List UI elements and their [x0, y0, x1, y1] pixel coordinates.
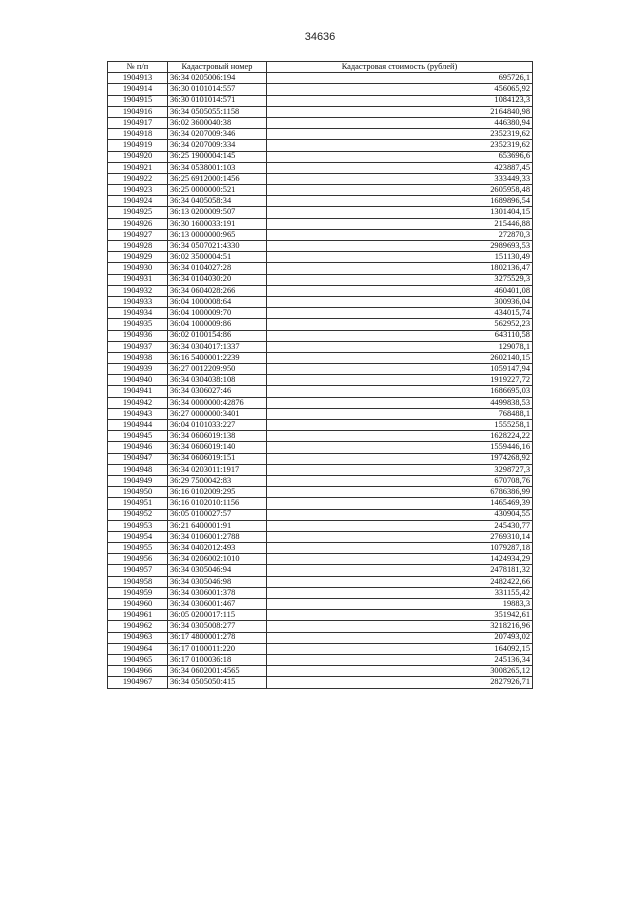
cadastral-number-cell: 36:34 0207009:346	[168, 129, 267, 140]
cadastral-number-cell: 36:34 0205006:194	[168, 73, 267, 84]
cadastral-value-cell: 272870,3	[267, 229, 533, 240]
cadastral-number-cell: 36:34 0606019:151	[168, 453, 267, 464]
cadastral-number-cell: 36:13 0000000:965	[168, 229, 267, 240]
row-number-cell: 1904963	[108, 632, 168, 643]
cadastral-number-cell: 36:34 0606019:138	[168, 431, 267, 442]
cadastral-number-cell: 36:34 0402012:493	[168, 543, 267, 554]
cadastral-value-cell: 1301404,15	[267, 207, 533, 218]
cadastral-number-cell: 36:05 0100027:57	[168, 509, 267, 520]
row-number-cell: 1904913	[108, 73, 168, 84]
cadastral-number-cell: 36:27 0012209:950	[168, 364, 267, 375]
cadastral-number-cell: 36:34 0304017:1337	[168, 341, 267, 352]
cadastral-number-cell: 36:04 1000008:64	[168, 296, 267, 307]
table-row	[108, 319, 533, 330]
cadastral-number-cell: 36:25 1900004:145	[168, 151, 267, 162]
cadastral-number-cell: 36:21 6400001:91	[168, 520, 267, 531]
cadastral-number-cell: 36:34 0306001:467	[168, 599, 267, 610]
cadastral-value-cell: 1559446,16	[267, 442, 533, 453]
table-row	[108, 151, 533, 162]
table-row	[108, 431, 533, 442]
row-number-cell: 1904945	[108, 431, 168, 442]
row-number-cell: 1904967	[108, 677, 168, 688]
table-row	[108, 364, 533, 375]
row-number-cell: 1904914	[108, 84, 168, 95]
cadastral-number-cell: 36:17 0100036:18	[168, 654, 267, 665]
row-number-cell: 1904932	[108, 285, 168, 296]
row-number-cell: 1904952	[108, 509, 168, 520]
cadastral-value-cell: 695726,1	[267, 73, 533, 84]
cadastral-value-cell: 19883,3	[267, 599, 533, 610]
table-row	[108, 330, 533, 341]
cadastral-value-cell: 6786386,99	[267, 487, 533, 498]
row-number-cell: 1904929	[108, 252, 168, 263]
table-row	[108, 341, 533, 352]
cadastral-value-cell: 2478181,32	[267, 565, 533, 576]
row-number-cell: 1904966	[108, 666, 168, 677]
cadastral-number-cell: 36:34 0305046:94	[168, 565, 267, 576]
row-number-cell: 1904931	[108, 274, 168, 285]
table-row	[108, 352, 533, 363]
table-row	[108, 173, 533, 184]
cadastral-value-cell: 1686695,03	[267, 386, 533, 397]
row-number-cell: 1904926	[108, 218, 168, 229]
table-row	[108, 397, 533, 408]
row-number-cell: 1904930	[108, 263, 168, 274]
table-row	[108, 420, 533, 431]
table-row	[108, 599, 533, 610]
cadastral-value-cell: 331155,42	[267, 587, 533, 598]
cadastral-number-cell: 36:25 0000000:521	[168, 185, 267, 196]
cadastral-value-cell: 333449,33	[267, 173, 533, 184]
cadastral-number-cell: 36:17 4800001:278	[168, 632, 267, 643]
cadastral-number-cell: 36:16 0102010:1156	[168, 498, 267, 509]
cadastral-number-cell: 36:34 0106001:2788	[168, 531, 267, 542]
cadastral-value-cell: 151130,49	[267, 252, 533, 263]
table-row	[108, 621, 533, 632]
row-number-cell: 1904928	[108, 241, 168, 252]
table-row	[108, 565, 533, 576]
cadastral-number-cell: 36:34 0000000:42876	[168, 397, 267, 408]
row-number-cell: 1904918	[108, 129, 168, 140]
table-row	[108, 487, 533, 498]
table-row	[108, 106, 533, 117]
cadastral-value-cell: 3275529,3	[267, 274, 533, 285]
cadastral-value-cell: 1555258,1	[267, 420, 533, 431]
cadastral-value-cell: 215446,88	[267, 218, 533, 229]
table-row	[108, 129, 533, 140]
table-row	[108, 475, 533, 486]
cadastral-value-cell: 3218216,96	[267, 621, 533, 632]
row-number-cell: 1904948	[108, 464, 168, 475]
row-number-cell: 1904955	[108, 543, 168, 554]
cadastral-value-cell: 653696,6	[267, 151, 533, 162]
table-row	[108, 442, 533, 453]
table-row	[108, 296, 533, 307]
table-row	[108, 196, 533, 207]
cadastral-number-cell: 36:34 0538001:103	[168, 162, 267, 173]
cadastral-number-cell: 36:30 1600033:191	[168, 218, 267, 229]
row-number-cell: 1904965	[108, 654, 168, 665]
cadastral-value-cell: 1465469,39	[267, 498, 533, 509]
cadastral-value-cell: 1689896,54	[267, 196, 533, 207]
cadastral-value-cell: 434015,74	[267, 308, 533, 319]
table-row	[108, 498, 533, 509]
cadastral-value-cell: 1079287,18	[267, 543, 533, 554]
cadastral-number-cell: 36:02 0100154:86	[168, 330, 267, 341]
cadastral-number-cell: 36:27 0000000:3401	[168, 408, 267, 419]
row-number-cell: 1904953	[108, 520, 168, 531]
cadastral-number-cell: 36:34 0505055:1158	[168, 106, 267, 117]
table-row	[108, 241, 533, 252]
table-row	[108, 643, 533, 654]
cadastral-value-cell: 456065,92	[267, 84, 533, 95]
row-number-cell: 1904939	[108, 364, 168, 375]
table-row	[108, 140, 533, 151]
row-number-cell: 1904957	[108, 565, 168, 576]
cadastral-number-cell: 36:34 0206002:1010	[168, 554, 267, 565]
table-row	[108, 453, 533, 464]
table-row	[108, 263, 533, 274]
cadastral-value-cell: 207493,02	[267, 632, 533, 643]
row-number-cell: 1904917	[108, 117, 168, 128]
table-row	[108, 632, 533, 643]
table-row	[108, 229, 533, 240]
row-number-cell: 1904961	[108, 610, 168, 621]
header-cadastral-value: Кадастровая стоимость (рублей)	[267, 62, 533, 73]
cadastral-value-cell: 129078,1	[267, 341, 533, 352]
cadastral-number-cell: 36:34 0306027:46	[168, 386, 267, 397]
row-number-cell: 1904920	[108, 151, 168, 162]
table-row	[108, 285, 533, 296]
row-number-cell: 1904934	[108, 308, 168, 319]
cadastral-value-cell: 351942,61	[267, 610, 533, 621]
cadastral-number-cell: 36:02 3600040:38	[168, 117, 267, 128]
cadastral-number-cell: 36:30 0101014:571	[168, 95, 267, 106]
cadastral-value-cell: 2164840,98	[267, 106, 533, 117]
cadastral-number-cell: 36:30 0101014:557	[168, 84, 267, 95]
row-number-cell: 1904935	[108, 319, 168, 330]
table-row	[108, 308, 533, 319]
row-number-cell: 1904941	[108, 386, 168, 397]
cadastral-number-cell: 36:34 0606019:140	[168, 442, 267, 453]
row-number-cell: 1904947	[108, 453, 168, 464]
table-row	[108, 408, 533, 419]
cadastral-value-cell: 430904,55	[267, 509, 533, 520]
cadastral-number-cell: 36:16 5400001:2239	[168, 352, 267, 363]
table-row	[108, 531, 533, 542]
table-row	[108, 386, 533, 397]
table-row	[108, 207, 533, 218]
cadastral-value-cell: 4499838,53	[267, 397, 533, 408]
header-row-number: № п/п	[108, 62, 168, 73]
cadastral-value-cell: 643110,58	[267, 330, 533, 341]
cadastral-value-cell: 2989693,53	[267, 241, 533, 252]
row-number-cell: 1904950	[108, 487, 168, 498]
header-cadastral-number: Кадастровый номер	[168, 62, 267, 73]
table-row	[108, 543, 533, 554]
row-number-cell: 1904954	[108, 531, 168, 542]
row-number-cell: 1904919	[108, 140, 168, 151]
cadastral-value-cell: 768488,1	[267, 408, 533, 419]
cadastral-number-cell: 36:34 0604028:266	[168, 285, 267, 296]
cadastral-number-cell: 36:05 0200017:115	[168, 610, 267, 621]
cadastral-number-cell: 36:34 0304038:108	[168, 375, 267, 386]
cadastral-value-table	[107, 61, 533, 689]
table-row	[108, 84, 533, 95]
cadastral-number-cell: 36:34 0602001:4565	[168, 666, 267, 677]
table-row	[108, 654, 533, 665]
table-row	[108, 587, 533, 598]
row-number-cell: 1904960	[108, 599, 168, 610]
row-number-cell: 1904959	[108, 587, 168, 598]
cadastral-value-cell: 1802136,47	[267, 263, 533, 274]
table-row	[108, 218, 533, 229]
cadastral-number-cell: 36:04 1000009:70	[168, 308, 267, 319]
row-number-cell: 1904951	[108, 498, 168, 509]
cadastral-value-cell: 2827926,71	[267, 677, 533, 688]
row-number-cell: 1904927	[108, 229, 168, 240]
row-number-cell: 1904944	[108, 420, 168, 431]
cadastral-value-cell: 1974268,92	[267, 453, 533, 464]
row-number-cell: 1904938	[108, 352, 168, 363]
cadastral-number-cell: 36:04 0101033:227	[168, 420, 267, 431]
table-row	[108, 666, 533, 677]
row-number-cell: 1904949	[108, 475, 168, 486]
table-row	[108, 252, 533, 263]
cadastral-number-cell: 36:34 0305046:98	[168, 576, 267, 587]
cadastral-number-cell: 36:34 0207009:334	[168, 140, 267, 151]
cadastral-number-cell: 36:34 0306001:378	[168, 587, 267, 598]
table-row	[108, 677, 533, 688]
row-number-cell: 1904921	[108, 162, 168, 173]
table-row	[108, 464, 533, 475]
cadastral-number-cell: 36:34 0405058:34	[168, 196, 267, 207]
cadastral-value-cell: 300936,04	[267, 296, 533, 307]
row-number-cell: 1904940	[108, 375, 168, 386]
cadastral-number-cell: 36:34 0305008:277	[168, 621, 267, 632]
row-number-cell: 1904916	[108, 106, 168, 117]
table-header-row	[108, 62, 533, 73]
cadastral-value-cell: 2602140,15	[267, 352, 533, 363]
cadastral-value-cell: 670708,76	[267, 475, 533, 486]
row-number-cell: 1904942	[108, 397, 168, 408]
row-number-cell: 1904937	[108, 341, 168, 352]
cadastral-number-cell: 36:34 0507021:4330	[168, 241, 267, 252]
row-number-cell: 1904962	[108, 621, 168, 632]
cadastral-value-cell: 446380,94	[267, 117, 533, 128]
cadastral-value-cell: 2352319,62	[267, 129, 533, 140]
cadastral-value-cell: 460401,08	[267, 285, 533, 296]
cadastral-value-cell: 2605958,48	[267, 185, 533, 196]
table-row	[108, 274, 533, 285]
table-row	[108, 185, 533, 196]
cadastral-number-cell: 36:17 0100011:220	[168, 643, 267, 654]
table-body	[108, 73, 533, 688]
cadastral-number-cell: 36:34 0505050:415	[168, 677, 267, 688]
table-row	[108, 375, 533, 386]
cadastral-value-cell: 1059147,94	[267, 364, 533, 375]
row-number-cell: 1904956	[108, 554, 168, 565]
cadastral-number-cell: 36:13 0200009:507	[168, 207, 267, 218]
table-row	[108, 610, 533, 621]
cadastral-value-cell: 562952,23	[267, 319, 533, 330]
table-row	[108, 95, 533, 106]
row-number-cell: 1904924	[108, 196, 168, 207]
cadastral-number-cell: 36:25 6912000:1456	[168, 173, 267, 184]
row-number-cell: 1904943	[108, 408, 168, 419]
table-row	[108, 554, 533, 565]
cadastral-value-cell: 164092,15	[267, 643, 533, 654]
cadastral-value-cell: 245136,34	[267, 654, 533, 665]
table-row	[108, 73, 533, 84]
cadastral-value-cell: 1084123,3	[267, 95, 533, 106]
cadastral-value-cell: 3298727,3	[267, 464, 533, 475]
cadastral-value-cell: 2482422,66	[267, 576, 533, 587]
cadastral-number-cell: 36:04 1000009:86	[168, 319, 267, 330]
page-number: 34636	[304, 31, 336, 43]
row-number-cell: 1904915	[108, 95, 168, 106]
cadastral-number-cell: 36:34 0104030:20	[168, 274, 267, 285]
row-number-cell: 1904925	[108, 207, 168, 218]
cadastral-number-cell: 36:34 0203011:1917	[168, 464, 267, 475]
row-number-cell: 1904946	[108, 442, 168, 453]
table-row	[108, 520, 533, 531]
row-number-cell: 1904933	[108, 296, 168, 307]
cadastral-value-cell: 3008265,12	[267, 666, 533, 677]
table-row	[108, 162, 533, 173]
cadastral-value-cell: 2352319,62	[267, 140, 533, 151]
table-row	[108, 576, 533, 587]
cadastral-number-cell: 36:16 0102009:295	[168, 487, 267, 498]
cadastral-number-cell: 36:02 3500004:51	[168, 252, 267, 263]
table-row	[108, 509, 533, 520]
cadastral-value-cell: 1424934,29	[267, 554, 533, 565]
row-number-cell: 1904958	[108, 576, 168, 587]
cadastral-number-cell: 36:29 7500042:83	[168, 475, 267, 486]
cadastral-value-cell: 2769310,14	[267, 531, 533, 542]
cadastral-value-cell: 1919227,72	[267, 375, 533, 386]
cadastral-number-cell: 36:34 0104027:28	[168, 263, 267, 274]
row-number-cell: 1904936	[108, 330, 168, 341]
table-row	[108, 117, 533, 128]
cadastral-value-cell: 423887,45	[267, 162, 533, 173]
cadastral-value-cell: 1628224,22	[267, 431, 533, 442]
row-number-cell: 1904922	[108, 173, 168, 184]
row-number-cell: 1904923	[108, 185, 168, 196]
row-number-cell: 1904964	[108, 643, 168, 654]
cadastral-value-cell: 245430,77	[267, 520, 533, 531]
